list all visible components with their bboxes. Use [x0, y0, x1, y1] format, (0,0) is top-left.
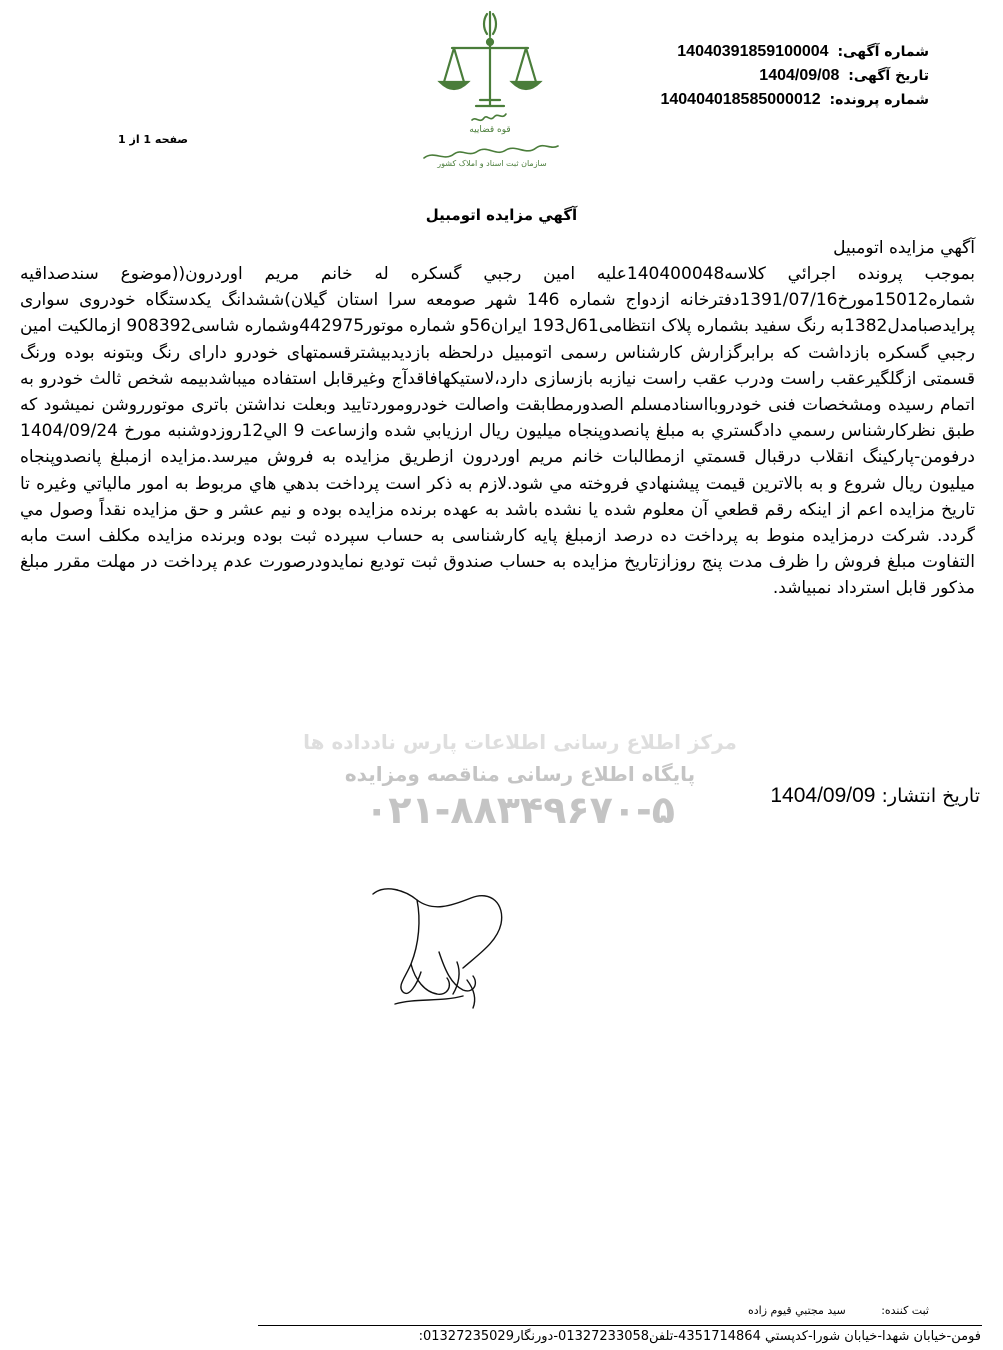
case-number: 140404018585000012 — [660, 91, 821, 108]
notice-number-row — [609, 40, 929, 64]
notice-date-label: تاریخ آگهی: — [848, 68, 929, 84]
page-indicator: صفحه 1 از 1 — [118, 133, 189, 146]
document-title: آگهي مزايده اتومبيل — [425, 206, 578, 224]
notice-date-row — [609, 64, 929, 88]
registrar-label: ثبت کننده: — [881, 1304, 929, 1317]
watermark-line-2: پایگاه اطلاع رسانی مناقصه ومزایده — [344, 762, 696, 786]
watermark — [300, 730, 740, 832]
document-subtitle: آگهي مزايده اتومبيل — [833, 238, 975, 258]
emblem-line-1: قوه قضاییه — [469, 125, 511, 135]
notice-number: 14040391859100004 — [677, 43, 829, 60]
notice-metadata — [609, 40, 929, 112]
notice-paragraph: بموجب پرونده اجرائي كلاسه140400048عليه امين رجبي گسكره له خانم مريم اوردرون((موضوع سندصداقيه شماره15012مورخ1391/07/16دفترخانه ازدواج شماره 146 شهر صومعه سرا استان گيلان)ششدانگ يكدستگاه خودروی سواری پرايدصبامدل1382به رنگ سفيد بشماره پلاک انتظامی61ل193 ايران56و شماره موتور442975وشماره شاسی908392 ازمالكيت امين رجبي گسكره بازداشت كه برابرگزارش كارشناس رسمی اتومبيل درلحظه بازديدبيشترقسمتهای خودرو دارای رنگ وبتونه بوده ورنگ قسمتی ازگلگيرعقب راست ودرب عقب راست نيازبه بازسازی دارد،لاستيكهافاقدآج وغيرقابل استفاده ميباشدبيمه شخص ثالث خودرو به اتمام رسيده ومشخصات فنی خودروبااسنادمسلم الصدورمطابقت واصالت خودروموردتاييد وبعلت نداشتن باتری موتورروشن نميشود كه طبق نظركارشناس رسمي دادگستري به مبلغ پانصدوپنجاه ميليون ريال ارزيابي شده وازساعت 9 الي12روزدوشنبه مورخ 1404/09/24 درفومن-پاركينگ انقلاب درقبال قسمتي ازمطالبات خانم مريم اوردرون ازطريق مزايده به فروش ميرسد.مزايده ازمبلغ پانصدوپنجاه ميليون ريال شروع و به بالاترين قيمت پيشنهادي فروخته مي شود.لازم به ذكر است پرداخت بدهي هاي مربوط به امور مالياتي وغيره تا تاريخ مزايده اعم از اينكه رقم قطعي آن معلوم شده يا نشده باشد به عهده برنده مزايده بوده و نيم عشر و حق مزايده نقداً وصول مي گردد. شركت درمزايده منوط به پرداخت ده درصد ازمبلغ پايه كارشناسی به حساب سپرده ثبت بوده وبرنده مزايده مكلف است مابه التفاوت مبلغ فروش را ظرف مدت پنج روزازتاريخ مزايده به حساب صندوق ثبت توديع نمايدودرصورت عدم پرداخت در مهلت مقرر مبلغ مذكور قابل استرداد نمبياشد. — [20, 264, 976, 599]
publication-date: 1404/09/09 — [770, 784, 876, 807]
registrar-name: سيد مجتبي قيوم زاده — [747, 1304, 846, 1317]
registrar-row — [748, 1304, 929, 1317]
case-number-row — [609, 88, 929, 112]
handwritten-signature — [355, 880, 545, 1020]
notice-number-label: شماره آگهی: — [837, 44, 929, 60]
notice-body — [20, 235, 975, 602]
case-number-label: شماره پرونده: — [829, 92, 929, 108]
footer-divider — [258, 1325, 982, 1326]
footer-address: فومن-خيابان شهدا-خيابان شورا-كدپستي 4351714864-تلفن01327233058-دورنگار01327235029: — [418, 1329, 981, 1344]
judiciary-emblem-logo — [410, 8, 570, 168]
emblem-line-2: سازمان ثبت اسناد و املاک کشور — [437, 159, 547, 168]
publication-date-label: تاریخ انتشار: — [881, 785, 980, 807]
notice-date: 1404/09/08 — [759, 67, 840, 84]
watermark-phone: ۰۲۱-۸۸۳۴۹۶۷۰-۵ — [365, 788, 675, 832]
watermark-line-1: مرکز اطلاع رسانی اطلاعات پارس نادداده ها — [303, 730, 737, 754]
publication-date-row — [560, 784, 980, 808]
